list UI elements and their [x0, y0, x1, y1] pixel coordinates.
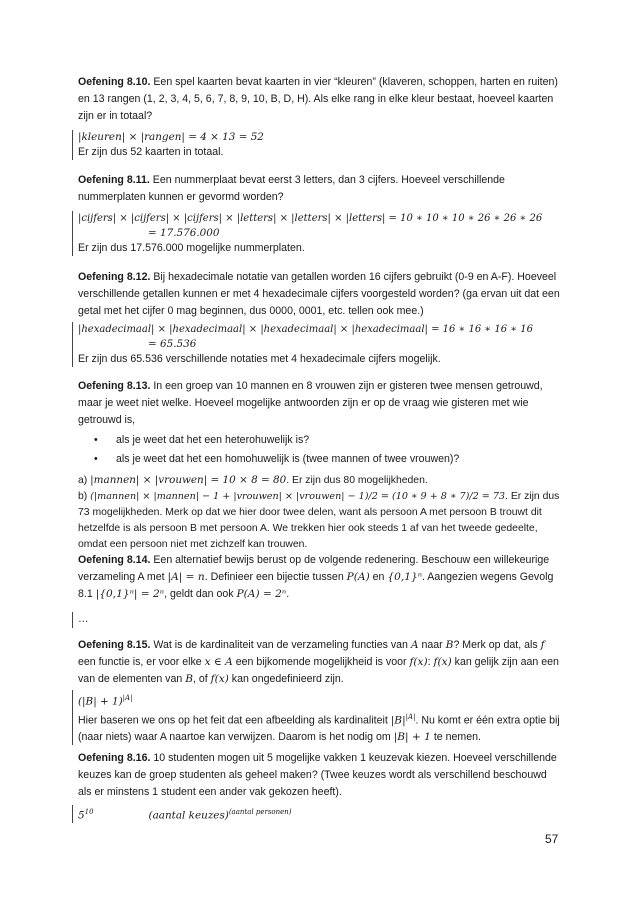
- answer-a-formula: |mannen| × |vrouwen| = 10 × 8 = 80: [90, 474, 287, 486]
- explanation-text: te nemen.: [430, 731, 481, 743]
- exercise-text: :: [427, 656, 434, 668]
- exercise-label: Oefening 8.12.: [78, 271, 151, 283]
- exercise-text: .: [286, 588, 290, 600]
- answer-8-10: [72, 130, 568, 160]
- exercise-label: Oefening 8.10.: [78, 76, 151, 88]
- math-exponent: |A|: [405, 713, 416, 722]
- exercise-text: ? Merk op dat, als: [453, 639, 541, 651]
- math: x ∈ A: [204, 656, 233, 668]
- formula-continued: = 17.576.000: [148, 227, 220, 239]
- answer-8-12: [72, 322, 568, 367]
- answer-b-formula: (|mannen| × |mannen| − 1 + |vrouwen| × |vrouwen| − 1)/2 = (10 ∗ 9 + 8 ∗ 7)/2 = 73: [90, 491, 506, 502]
- exercise-label: Oefening 8.14.: [78, 554, 151, 566]
- math: B: [185, 673, 193, 685]
- explanation: [78, 709, 568, 745]
- formula: |kleuren| × |rangen| = 4 × 13 = 52: [78, 131, 264, 143]
- exercise-text: , of: [193, 673, 211, 685]
- exercise-8-14: [78, 552, 560, 603]
- math: |B| + 1: [393, 731, 431, 743]
- formula-exponent: 10: [84, 808, 94, 816]
- conclusion: Er zijn dus 52 kaarten in totaal.: [78, 146, 224, 158]
- answer-8-15: [72, 690, 568, 745]
- math: f(x): [210, 673, 229, 685]
- formula: |cijfers| × |cijfers| × |cijfers| × |letters| × |letters| × |letters| = 10 ∗ 10 ∗ 10 ∗ 26 ∗ 26 ∗ 26: [78, 213, 543, 224]
- bullet-list: [94, 431, 459, 469]
- exercise-text: Bij hexadecimale notatie van getallen worden 16 cijfers gebruikt (0-9 en A-F). Hoeveel verschillende getallen kunnen er met 4 hexadecimale cijfers voorgesteld worden? (ga ervan uit dat een getal met het cijfer 0 mag beginnen, dus 0000, 0001, etc. tellen ook mee.): [78, 271, 560, 317]
- math: A: [410, 639, 419, 651]
- exercise-8-16: [78, 750, 560, 801]
- exercise-text: . Definieer een bijectie tussen: [204, 571, 347, 583]
- answer-a-prefix: a): [78, 475, 91, 486]
- exercise-label: Oefening 8.13.: [78, 380, 151, 392]
- exercise-text: naar: [418, 639, 446, 651]
- conclusion: Er zijn dus 65.536 verschillende notaties met 4 hexadecimale cijfers mogelijk.: [78, 353, 441, 365]
- answer-8-13: [78, 472, 560, 553]
- math: B: [445, 639, 454, 651]
- exercise-text: , geldt dan ook: [164, 588, 237, 600]
- exercise-text: een functie is, er voor elke: [78, 656, 205, 668]
- exercise-8-10: [78, 74, 560, 125]
- exercise-label: Oefening 8.16.: [78, 752, 151, 764]
- exercise-8-13: [78, 378, 560, 429]
- exercise-text: Een spel kaarten bevat kaarten in vier “kleuren” (klaveren, schoppen, harten en ruiten) en 13 rangen (1, 2, 3, 4, 5, 6, 7, 8, 9, 10, B, D, H). Als elke rang in elke kleur bestaat, hoeveel kaarten zijn er in totaal?: [78, 76, 558, 122]
- formula-continued: = 65.536: [148, 338, 197, 350]
- math: f: [540, 639, 545, 651]
- exercise-8-15: [78, 637, 560, 688]
- explanation-text: . Nu komt er één extra optie bij (naar niets) waar A naartoe kan verwijzen. Daarom is het nodig om: [78, 715, 560, 743]
- math: f(x): [433, 656, 452, 668]
- math: |{0,1}ⁿ| = 2ⁿ: [95, 588, 165, 600]
- answer-a-text: . Er zijn dus 80 mogelijkheden.: [286, 475, 428, 486]
- exercise-text: 10 studenten mogen uit 5 mogelijke vakken 1 keuzevak kiezen. Hoeveel verschillende keuzes kan de groep studenten als geheel maken? (Twee keuzes wordt als verschillend beschouwd als er minstens 1 student een ander vak gekozen heeft).: [78, 752, 557, 798]
- list-item: • als je weet dat het een homohuwelijk is (twee mannen of twee vrouwen)?: [94, 450, 459, 469]
- formula-base: 5: [78, 809, 85, 822]
- answer-b-text: . Er zijn dus 73 mogelijkheden. Merk op dat we hier door twee delen, want als persoon A met persoon B trouwt dit hetzelfde is als persoon B met persoon A. We trekken hier ook steeds 1 af van het tweede gedeelte, omdat een persoon niet met zichzelf kan trouwen.: [78, 491, 560, 550]
- exercise-text: een bijkomende mogelijkheid is voor: [232, 656, 410, 668]
- math: |A| = n: [167, 571, 205, 583]
- note: (aantal keuzes): [148, 809, 229, 822]
- math: P(A): [346, 571, 370, 583]
- explanation-text: Hier baseren we ons op het feit dat een afbeelding als kardinaliteit: [78, 715, 391, 727]
- formula: [78, 690, 568, 709]
- formula: |hexadecimaal| × |hexadecimaal| × |hexadecimaal| × |hexadecimaal| = 16 ∗ 16 ∗ 16 ∗ 16: [78, 324, 533, 335]
- exercise-text: kan gelijk zijn aan een van de elementen van: [78, 656, 559, 685]
- exercise-text: kan ongedefinieerd zijn.: [228, 673, 344, 685]
- exercise-text: In een groep van 10 mannen en 8 vrouwen zijn er gisteren twee mensen getrouwd, maar je weet niet welke. Hoeveel mogelijke antwoorden zijn er op de vraag wie gisteren met wie getrouwd is,: [78, 380, 543, 426]
- exercise-label: Oefening 8.11.: [78, 174, 150, 186]
- answer-8-11: [72, 211, 568, 256]
- answer-8-14: [72, 612, 568, 628]
- exercise-8-12: [78, 269, 560, 320]
- math: P(A) = 2ⁿ: [236, 588, 287, 600]
- exercise-text: en: [369, 571, 388, 583]
- exercise-text: Wat is de kardinaliteit van de verzameling functies van: [150, 639, 411, 651]
- formula-base: (|B| + 1): [78, 695, 123, 708]
- exercise-text: . Aangezien wegens Gevolg 8.1: [78, 571, 554, 600]
- formula: [78, 805, 568, 823]
- exercise-text: Een nummerplaat bevat eerst 3 letters, dan 3 cijfers. Hoeveel verschillende nummerplaten kunnen er gevormd worden?: [78, 174, 505, 203]
- exercise-text: Een alternatief bewijs berust op de volgende redenering. Beschouw een willekeurige verzameling A met: [78, 554, 550, 583]
- answer-8-16: [72, 805, 568, 823]
- answer-b-prefix: b): [78, 491, 91, 502]
- ellipsis: …: [78, 613, 89, 625]
- formula-exponent: |A|: [122, 694, 133, 702]
- math: {0,1}ⁿ: [387, 571, 422, 583]
- list-item: • als je weet dat het een heterohuwelijk is?: [94, 431, 459, 450]
- exercise-label: Oefening 8.15.: [78, 639, 151, 651]
- note-exponent: (aantal personen): [228, 808, 292, 816]
- page-number: 57: [545, 832, 559, 846]
- conclusion: Er zijn dus 17.576.000 mogelijke nummerplaten.: [78, 242, 305, 254]
- math: f(x): [409, 656, 428, 668]
- math: |B|: [390, 715, 406, 727]
- exercise-8-11: [78, 172, 560, 206]
